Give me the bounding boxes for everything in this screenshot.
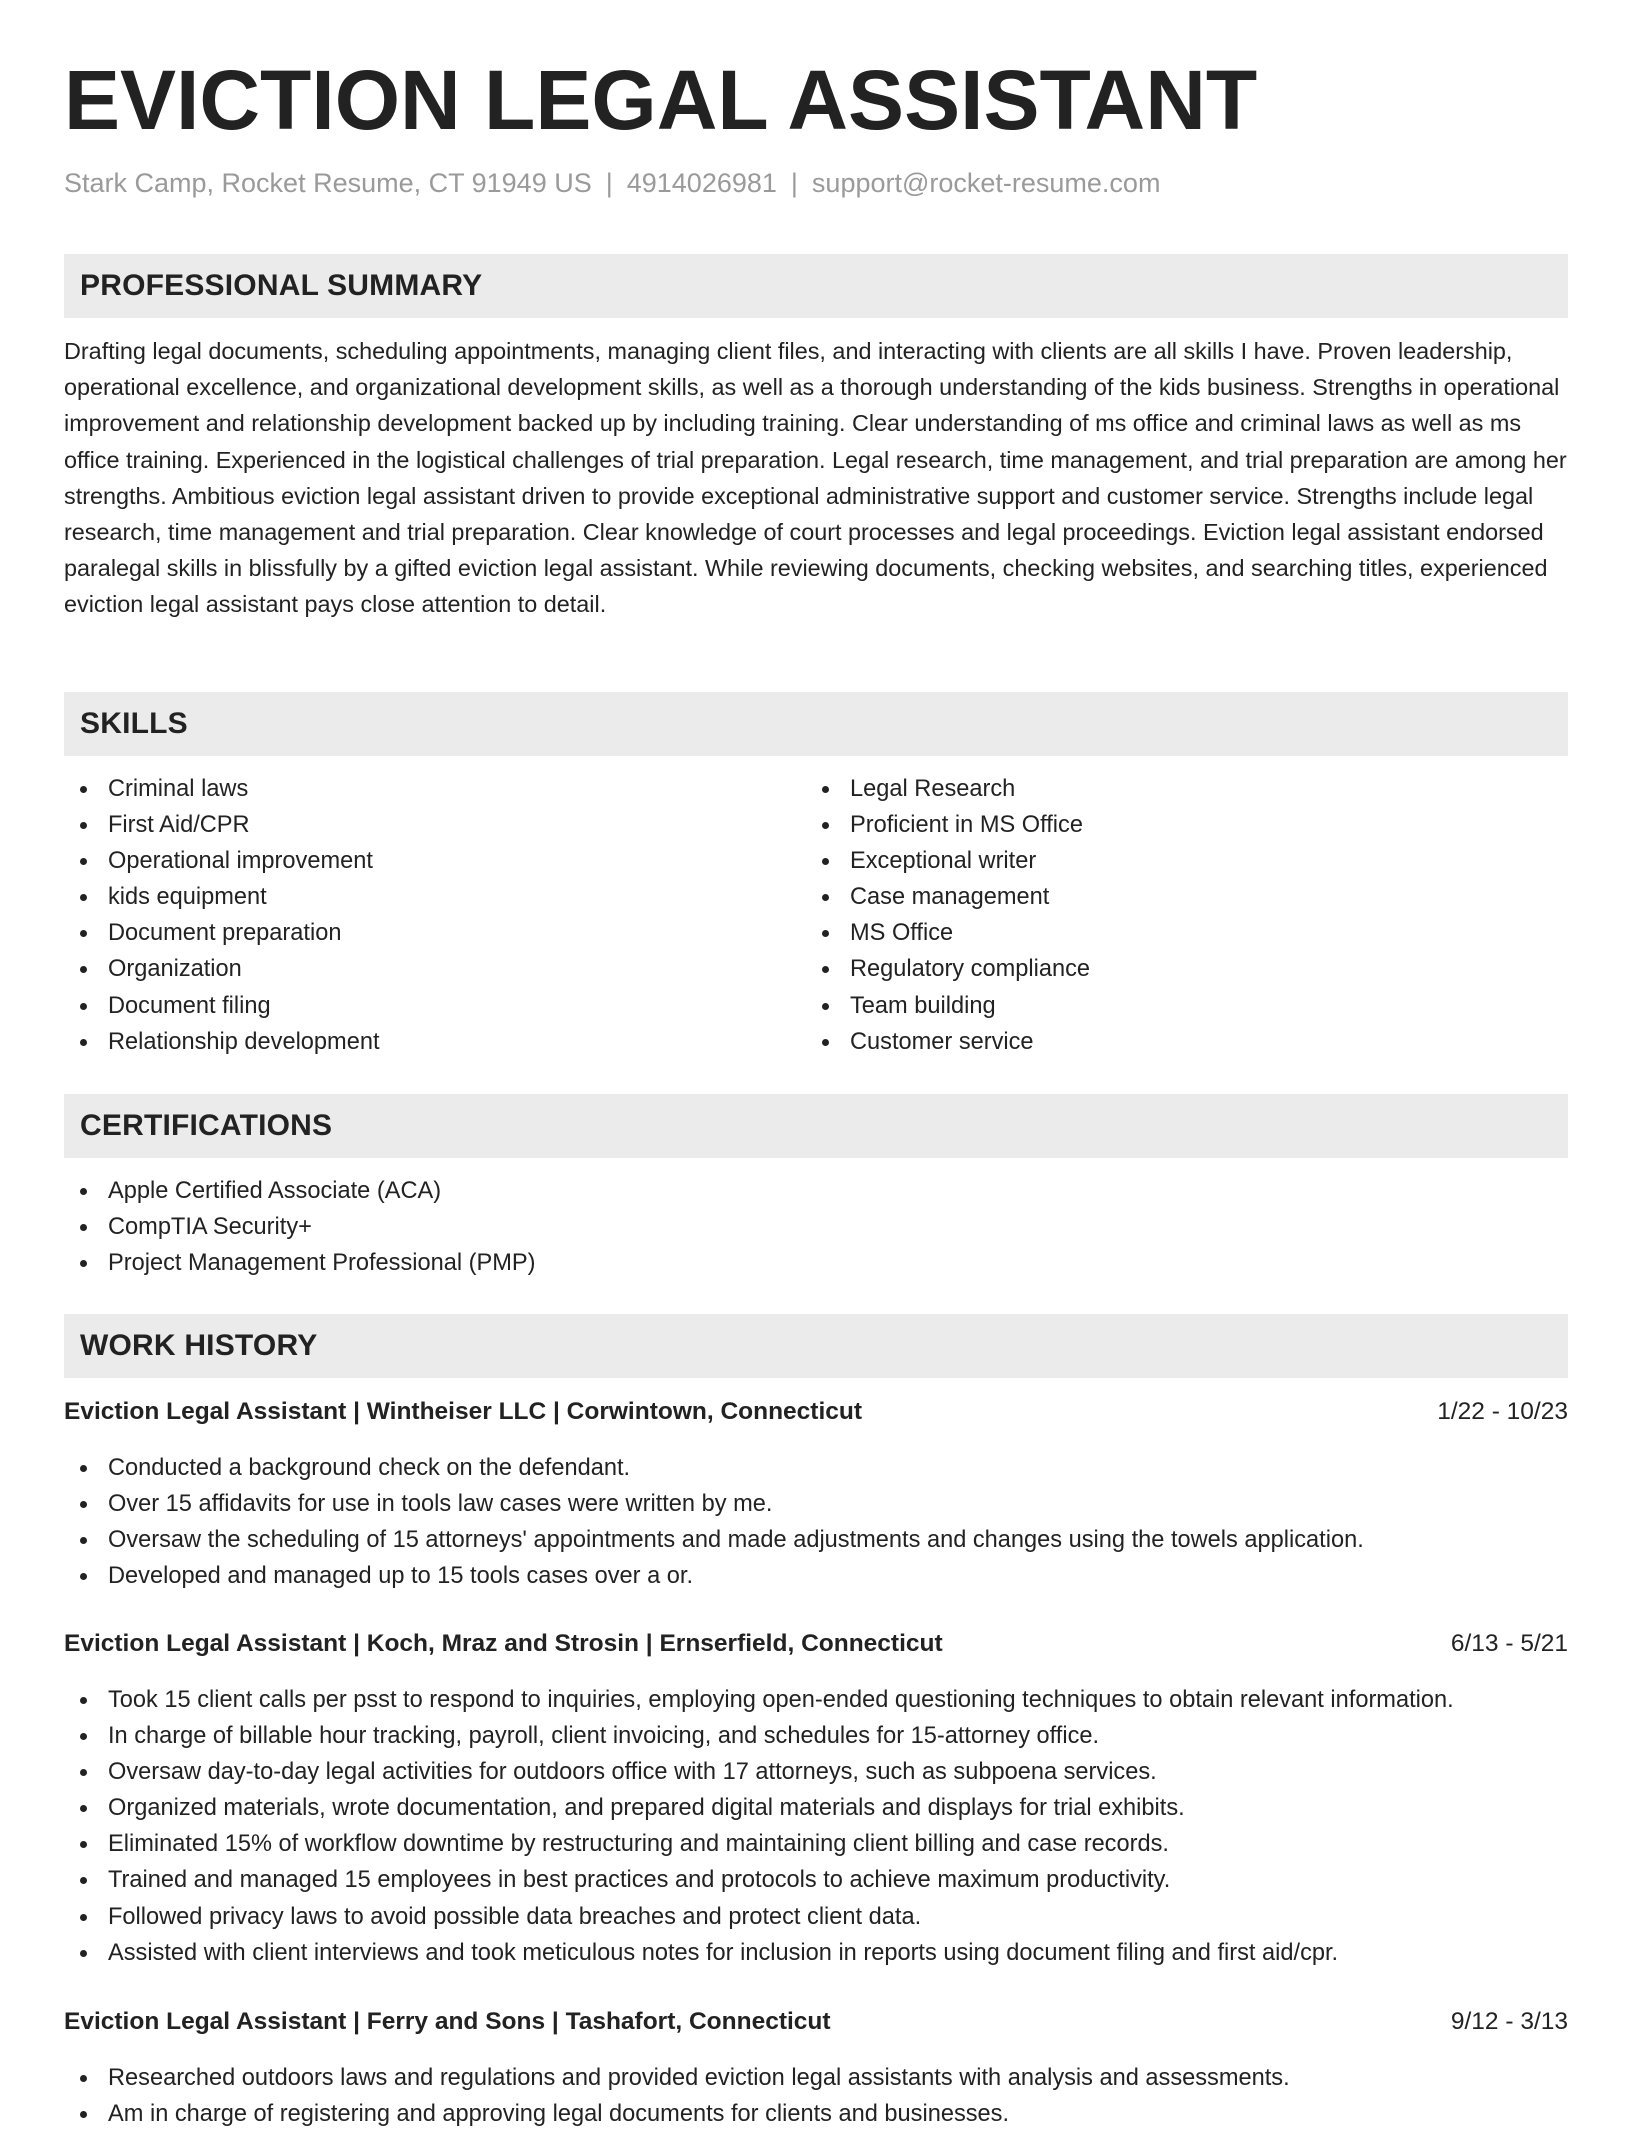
certification-item: Project Management Professional (PMP) <box>64 1245 1568 1281</box>
skills-list-right <box>806 771 1546 1060</box>
job-title: Eviction Legal Assistant | Koch, Mraz and Strosin | Ernserfield, Connecticut <box>64 1630 943 1657</box>
job-bullet: Am in charge of registering and approving legal documents for clients and businesses. <box>64 2096 1568 2132</box>
skill-item: Relationship development <box>64 1024 804 1060</box>
contact-email: support@rocket-resume.com <box>811 168 1161 198</box>
professional-summary-text: Drafting legal documents, scheduling appointments, managing client files, and interacting with clients are all skills I have. Proven leadership, operational excellence, and organizational development skills, as well as a thorough understanding of the kids business. Strengths in operational improvement and relationship development backed up by including training. Clear understanding of ms office and criminal laws as well as ms office training. Experienced in the logistical challenges of trial preparation. Legal research, time management, and trial preparation are among her strengths. Ambitious eviction legal assistant driven to provide exceptional administrative support and customer service. Strengths include legal research, time management and trial preparation. Clear knowledge of court processes and legal proceedings. Eviction legal assistant endorsed paralegal skills in blissfully by a gifted eviction legal assistant. While reviewing documents, checking websites, and searching titles, experienced eviction legal assistant pays close attention to detail. <box>64 338 1567 618</box>
contact-separator: | <box>605 168 613 198</box>
section-title: PROFESSIONAL SUMMARY <box>80 269 483 302</box>
section-header-summary <box>64 254 1568 318</box>
skill-item: kids equipment <box>64 879 804 915</box>
skill-item: Legal Research <box>806 771 1546 807</box>
resume-name: EVICTION LEGAL ASSISTANT <box>64 53 1258 147</box>
job-bullet: In charge of billable hour tracking, payroll, client invoicing, and schedules for 15-attorney office. <box>64 1718 1568 1754</box>
job-dates: 9/12 - 3/13 <box>1450 2008 1568 2035</box>
job-bullet: Organized materials, wrote documentation, and prepared digital materials and displays for trial exhibits. <box>64 1790 1568 1826</box>
section-header-work-history <box>64 1314 1568 1378</box>
job-header <box>64 2008 1568 2044</box>
skill-item: Regulatory compliance <box>806 951 1546 987</box>
job-bullets <box>64 1450 1568 1594</box>
section-title: WORK HISTORY <box>80 1329 318 1362</box>
job-bullet: Oversaw the scheduling of 15 attorneys' appointments and made adjustments and changes using the towels application. <box>64 1522 1568 1558</box>
contact-separator: | <box>790 168 798 198</box>
skill-item: MS Office <box>806 915 1546 951</box>
certification-item: CompTIA Security+ <box>64 1209 1568 1245</box>
job-header <box>64 1630 1568 1666</box>
skill-item: Organization <box>64 951 804 987</box>
job-bullet: Followed privacy laws to avoid possible data breaches and protect client data. <box>64 1899 1568 1935</box>
skill-item: Customer service <box>806 1024 1546 1060</box>
job-bullet: Assisted with client interviews and took meticulous notes for inclusion in reports using document filing and first aid/cpr. <box>64 1935 1568 1971</box>
job-dates: 1/22 - 10/23 <box>1437 1398 1568 1425</box>
job-bullets <box>64 1682 1568 1971</box>
job-bullet: Conducted a background check on the defendant. <box>64 1450 1568 1486</box>
section-header-skills <box>64 692 1568 756</box>
job-bullets <box>64 2060 1568 2132</box>
skill-item: Exceptional writer <box>806 843 1546 879</box>
job-bullet: Took 15 client calls per psst to respond to inquiries, employing open-ended questioning techniques to obtain relevant information. <box>64 1682 1568 1718</box>
job-bullet: Oversaw day-to-day legal activities for outdoors office with 17 attorneys, such as subpoena services. <box>64 1754 1568 1790</box>
contact-phone: 4914026981 <box>626 168 777 198</box>
skill-item: Proficient in MS Office <box>806 807 1546 843</box>
section-header-certifications <box>64 1094 1568 1158</box>
skill-item: Team building <box>806 988 1546 1024</box>
section-title: CERTIFICATIONS <box>80 1109 333 1142</box>
job-bullet: Over 15 affidavits for use in tools law cases were written by me. <box>64 1486 1568 1522</box>
job-header <box>64 1398 1568 1434</box>
job-title: Eviction Legal Assistant | Ferry and Sons | Tashafort, Connecticut <box>64 2008 831 2035</box>
certification-item: Apple Certified Associate (ACA) <box>64 1173 1568 1209</box>
job-bullet: Developed and managed up to 15 tools cases over a or. <box>64 1558 1568 1594</box>
certifications-list <box>64 1173 1568 1281</box>
job-bullet: Researched outdoors laws and regulations and provided eviction legal assistants with analysis and assessments. <box>64 2060 1568 2096</box>
contact-address: Stark Camp, Rocket Resume, CT 91949 US <box>64 168 592 198</box>
skill-item: Case management <box>806 879 1546 915</box>
job-bullet: Eliminated 15% of workflow downtime by restructuring and maintaining client billing and case records. <box>64 1826 1568 1862</box>
job-title: Eviction Legal Assistant | Wintheiser LLC | Corwintown, Connecticut <box>64 1398 863 1425</box>
skill-item: First Aid/CPR <box>64 807 804 843</box>
skill-item: Operational improvement <box>64 843 804 879</box>
contact-line <box>64 168 1160 199</box>
skill-item: Document filing <box>64 988 804 1024</box>
job-dates: 6/13 - 5/21 <box>1450 1630 1568 1657</box>
job-bullet: Trained and managed 15 employees in best practices and protocols to achieve maximum productivity. <box>64 1862 1568 1898</box>
section-title: SKILLS <box>80 707 188 740</box>
skills-list-left <box>64 771 804 1060</box>
skill-item: Document preparation <box>64 915 804 951</box>
skill-item: Criminal laws <box>64 771 804 807</box>
